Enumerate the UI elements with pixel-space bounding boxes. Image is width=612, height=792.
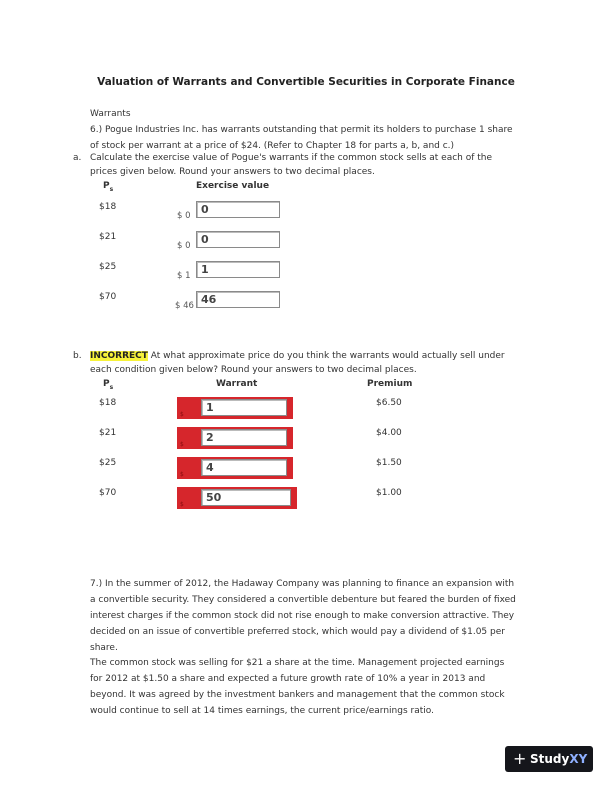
incorrect-answer-highlight	[177, 427, 293, 449]
part-b-col-warrant: Warrant	[216, 379, 258, 389]
page-title: Valuation of Warrants and Convertible Securities in Corporate Finance	[97, 76, 515, 88]
part-a-line-2: prices given below. Round your answers to two decimal places.	[90, 167, 375, 177]
part-a-price: $70	[99, 292, 117, 302]
studyxy-logo[interactable]	[505, 746, 593, 772]
answer-marker: $	[180, 441, 184, 448]
premium-value: $6.50	[376, 398, 402, 408]
question-6-line-1: 6.) Pogue Industries Inc. has warrants outstanding that permit its holders to purchase 1 share	[90, 125, 513, 135]
part-b-line-2: each condition given below? Round your answers to two decimal places.	[90, 365, 417, 375]
premium-value: $1.50	[376, 458, 402, 468]
part-b-col-ps: $P_s$	[103, 379, 114, 391]
part-a-line-1: Calculate the exercise value of Pogue's warrants if the common stock sells at each of the	[90, 153, 493, 163]
part-a-col-exercise: Exercise value	[196, 181, 270, 191]
part-a-marker: a.	[73, 153, 82, 163]
warrant-price-input[interactable]: 2	[201, 429, 287, 446]
exercise-value-input[interactable]: 46	[196, 291, 280, 308]
premium-value: $4.00	[376, 428, 402, 438]
incorrect-badge: INCORRECT	[90, 351, 148, 361]
question-6-line-2: of stock per warrant at a price of $24. (Refer to Chapter 18 for parts a, b, and c.)	[90, 141, 455, 151]
incorrect-answer-highlight	[177, 457, 293, 479]
question-7-line: 7.) In the summer of 2012, the Hadaway Company was planning to finance an expansion with	[90, 579, 515, 589]
part-a-col-ps: $P_s$	[103, 181, 114, 193]
answer-marker: $	[180, 411, 184, 418]
warrant-price-input[interactable]: 4	[201, 459, 287, 476]
answer-marker: $	[180, 471, 184, 478]
exercise-value-input[interactable]: 0	[196, 231, 280, 248]
part-b-price: $21	[99, 428, 117, 438]
exercise-value-input[interactable]: 1	[196, 261, 280, 278]
premium-value: $1.00	[376, 488, 402, 498]
part-a-price: $21	[99, 232, 117, 242]
part-b-line-1: INCORRECT At what approximate price do you think the warrants would actually sell under	[90, 351, 505, 361]
exercise-value-input[interactable]: 0	[196, 201, 280, 218]
part-a-price: $25	[99, 262, 117, 272]
part-a-answer: $ 46	[175, 301, 194, 311]
part-b-marker: b.	[73, 351, 82, 361]
question-7-line: The common stock was selling for $21 a share at the time. Management projected earnings	[90, 658, 505, 668]
part-a-answer: $ 0	[177, 211, 191, 221]
logo-text: StudyXY	[530, 752, 588, 766]
part-b-price: $70	[99, 488, 117, 498]
part-b-price: $18	[99, 398, 117, 408]
warrant-price-input[interactable]: 50	[201, 489, 291, 506]
part-a-price: $18	[99, 202, 117, 212]
part-b-price: $25	[99, 458, 117, 468]
part-a-answer: $ 0	[177, 241, 191, 251]
question-7-line: would continue to sell at 14 times earnings, the current price/earnings ratio.	[90, 706, 434, 716]
incorrect-answer-highlight	[177, 487, 297, 509]
section-heading: Warrants	[90, 109, 131, 119]
question-7-line: for 2012 at $1.50 a share and expected a future growth rate of 10% a year in 2013 and	[90, 674, 486, 684]
question-7-line: beyond. It was agreed by the investment bankers and management that the common stock	[90, 690, 505, 700]
plus-icon: +	[513, 749, 527, 768]
part-a-answer: $ 1	[177, 271, 191, 281]
part-b-col-premium: Premium	[367, 379, 413, 389]
question-7-line: share.	[90, 643, 118, 653]
answer-marker: $	[180, 501, 184, 508]
incorrect-answer-highlight	[177, 397, 293, 419]
warrant-price-input[interactable]: 1	[201, 399, 287, 416]
question-7-line: a convertible security. They considered a convertible debenture but feared the burden of fixed	[90, 595, 516, 605]
question-7-line: interest charges if the common stock did not rise enough to make conversion attractive. They	[90, 611, 515, 621]
question-7-line: decided on an issue of convertible preferred stock, which would pay a dividend of $1.05 per	[90, 627, 505, 637]
